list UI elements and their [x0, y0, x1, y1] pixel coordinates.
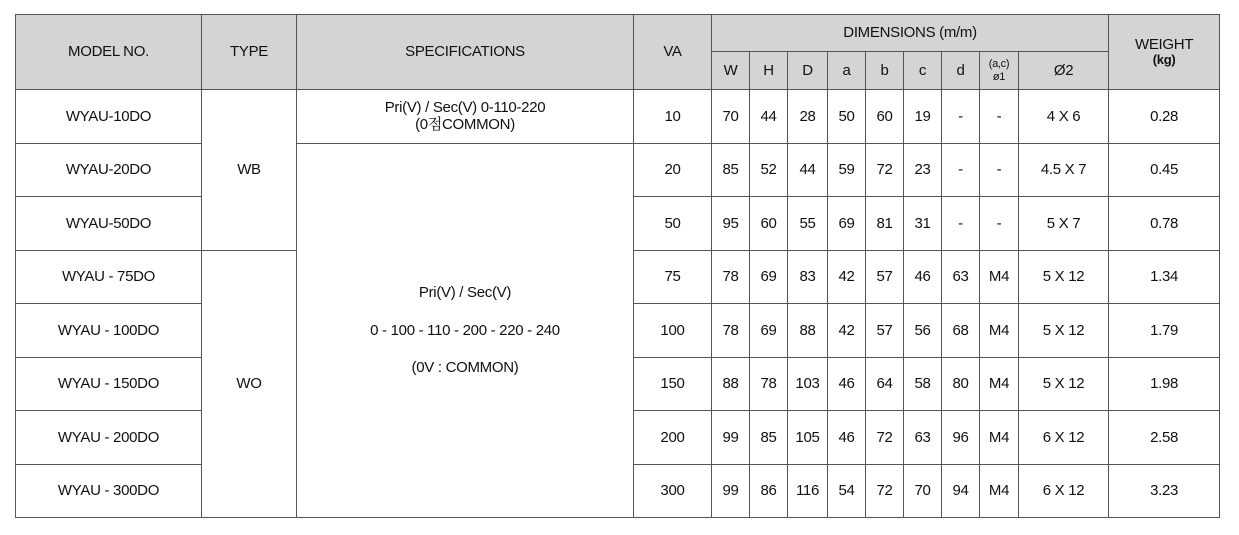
- cell-d-lower: -: [942, 143, 980, 197]
- cell-h: 69: [750, 304, 788, 358]
- cell-w: 85: [712, 143, 750, 197]
- cell-type-wo: WO: [202, 250, 297, 518]
- cell-d-upper: 105: [788, 411, 828, 465]
- cell-model: WYAU-20DO: [16, 143, 202, 197]
- header-dim-phi1: (a,c) ø1: [980, 52, 1019, 90]
- spec-second-line2: 0 - 100 - 110 - 200 - 220 - 240: [370, 321, 560, 339]
- cell-va: 100: [634, 304, 712, 358]
- header-dim-b: b: [866, 52, 904, 90]
- cell-phi2: 4 X 6: [1019, 90, 1109, 144]
- header-weight: [1109, 15, 1220, 90]
- cell-phi2: 6 X 12: [1019, 464, 1109, 518]
- cell-a: 42: [828, 250, 866, 304]
- cell-weight: 1.98: [1109, 357, 1220, 411]
- cell-va: 50: [634, 197, 712, 251]
- cell-h: 44: [750, 90, 788, 144]
- cell-spec-second: [297, 143, 634, 518]
- cell-b: 57: [866, 304, 904, 358]
- cell-d-lower: -: [942, 90, 980, 144]
- cell-weight: 3.23: [1109, 464, 1220, 518]
- cell-d-upper: 116: [788, 464, 828, 518]
- cell-weight: 0.28: [1109, 90, 1220, 144]
- cell-model: WYAU - 200DO: [16, 411, 202, 465]
- header-dim-c: c: [904, 52, 942, 90]
- header-dim-phi2: Ø2: [1019, 52, 1109, 90]
- cell-c: 70: [904, 464, 942, 518]
- cell-va: 20: [634, 143, 712, 197]
- cell-d-upper: 103: [788, 357, 828, 411]
- cell-model: WYAU - 75DO: [16, 250, 202, 304]
- cell-phi1: M4: [980, 411, 1019, 465]
- table-row: [16, 143, 1220, 197]
- spec-second-line3: (0V : COMMON): [411, 358, 519, 376]
- cell-weight: 1.79: [1109, 304, 1220, 358]
- cell-a: 42: [828, 304, 866, 358]
- header-dim-a: a: [828, 52, 866, 90]
- cell-w: 95: [712, 197, 750, 251]
- spec-table: [15, 14, 1220, 518]
- table-row: [16, 90, 1220, 144]
- cell-spec-first: [297, 90, 634, 144]
- header-weight-unit: (kg): [1152, 52, 1176, 68]
- cell-d-upper: 83: [788, 250, 828, 304]
- cell-a: 50: [828, 90, 866, 144]
- cell-a: 54: [828, 464, 866, 518]
- header-model-no: MODEL NO.: [16, 15, 202, 90]
- cell-phi1: M4: [980, 464, 1019, 518]
- cell-va: 75: [634, 250, 712, 304]
- cell-a: 46: [828, 411, 866, 465]
- cell-va: 150: [634, 357, 712, 411]
- cell-d-lower: 96: [942, 411, 980, 465]
- cell-va: 300: [634, 464, 712, 518]
- header-dim-w: W: [712, 52, 750, 90]
- cell-a: 46: [828, 357, 866, 411]
- header-va: VA: [634, 15, 712, 90]
- cell-h: 60: [750, 197, 788, 251]
- cell-d-lower: 68: [942, 304, 980, 358]
- spec-first-line2: (0점COMMON): [415, 116, 515, 134]
- cell-b: 64: [866, 357, 904, 411]
- cell-w: 99: [712, 464, 750, 518]
- header-dimensions: DIMENSIONS (m/m): [712, 15, 1109, 52]
- cell-phi1: -: [980, 197, 1019, 251]
- cell-weight: 0.45: [1109, 143, 1220, 197]
- spec-first-line1: Pri(V) / Sec(V) 0-110-220: [384, 99, 546, 116]
- header-dim-d-upper: D: [788, 52, 828, 90]
- cell-model: WYAU - 100DO: [16, 304, 202, 358]
- cell-phi2: 5 X 7: [1019, 197, 1109, 251]
- header-type: TYPE: [202, 15, 297, 90]
- spec-second-line1: Pri(V) / Sec(V): [418, 284, 512, 302]
- cell-d-upper: 44: [788, 143, 828, 197]
- header-specifications: SPECIFICATIONS: [297, 15, 634, 90]
- cell-h: 52: [750, 143, 788, 197]
- cell-phi2: 5 X 12: [1019, 304, 1109, 358]
- cell-d-lower: 94: [942, 464, 980, 518]
- cell-c: 23: [904, 143, 942, 197]
- header-dim-d-lower: d: [942, 52, 980, 90]
- cell-b: 57: [866, 250, 904, 304]
- cell-phi2: 6 X 12: [1019, 411, 1109, 465]
- cell-weight: 1.34: [1109, 250, 1220, 304]
- cell-model: WYAU-50DO: [16, 197, 202, 251]
- header-weight-label: WEIGHT: [1134, 35, 1194, 53]
- cell-c: 46: [904, 250, 942, 304]
- cell-b: 60: [866, 90, 904, 144]
- cell-h: 69: [750, 250, 788, 304]
- cell-model: WYAU-10DO: [16, 90, 202, 144]
- cell-va: 10: [634, 90, 712, 144]
- cell-h: 86: [750, 464, 788, 518]
- cell-phi1: M4: [980, 357, 1019, 411]
- cell-c: 63: [904, 411, 942, 465]
- cell-model: WYAU - 300DO: [16, 464, 202, 518]
- cell-d-upper: 28: [788, 90, 828, 144]
- cell-model: WYAU - 150DO: [16, 357, 202, 411]
- cell-type-wb: WB: [202, 90, 297, 251]
- cell-phi1: -: [980, 143, 1019, 197]
- cell-d-lower: 63: [942, 250, 980, 304]
- cell-b: 72: [866, 464, 904, 518]
- header-dim-h: H: [750, 52, 788, 90]
- cell-weight: 0.78: [1109, 197, 1220, 251]
- cell-c: 56: [904, 304, 942, 358]
- cell-w: 88: [712, 357, 750, 411]
- cell-d-lower: 80: [942, 357, 980, 411]
- cell-a: 59: [828, 143, 866, 197]
- cell-w: 99: [712, 411, 750, 465]
- cell-h: 78: [750, 357, 788, 411]
- cell-phi1: -: [980, 90, 1019, 144]
- cell-c: 58: [904, 357, 942, 411]
- cell-phi1: M4: [980, 250, 1019, 304]
- cell-a: 69: [828, 197, 866, 251]
- cell-d-upper: 55: [788, 197, 828, 251]
- cell-w: 70: [712, 90, 750, 144]
- cell-w: 78: [712, 250, 750, 304]
- cell-b: 72: [866, 143, 904, 197]
- cell-weight: 2.58: [1109, 411, 1220, 465]
- cell-va: 200: [634, 411, 712, 465]
- cell-d-lower: -: [942, 197, 980, 251]
- cell-c: 19: [904, 90, 942, 144]
- cell-phi1: M4: [980, 304, 1019, 358]
- cell-phi2: 5 X 12: [1019, 357, 1109, 411]
- cell-w: 78: [712, 304, 750, 358]
- cell-b: 72: [866, 411, 904, 465]
- cell-c: 31: [904, 197, 942, 251]
- cell-phi2: 4.5 X 7: [1019, 143, 1109, 197]
- cell-b: 81: [866, 197, 904, 251]
- cell-h: 85: [750, 411, 788, 465]
- cell-d-upper: 88: [788, 304, 828, 358]
- cell-phi2: 5 X 12: [1019, 250, 1109, 304]
